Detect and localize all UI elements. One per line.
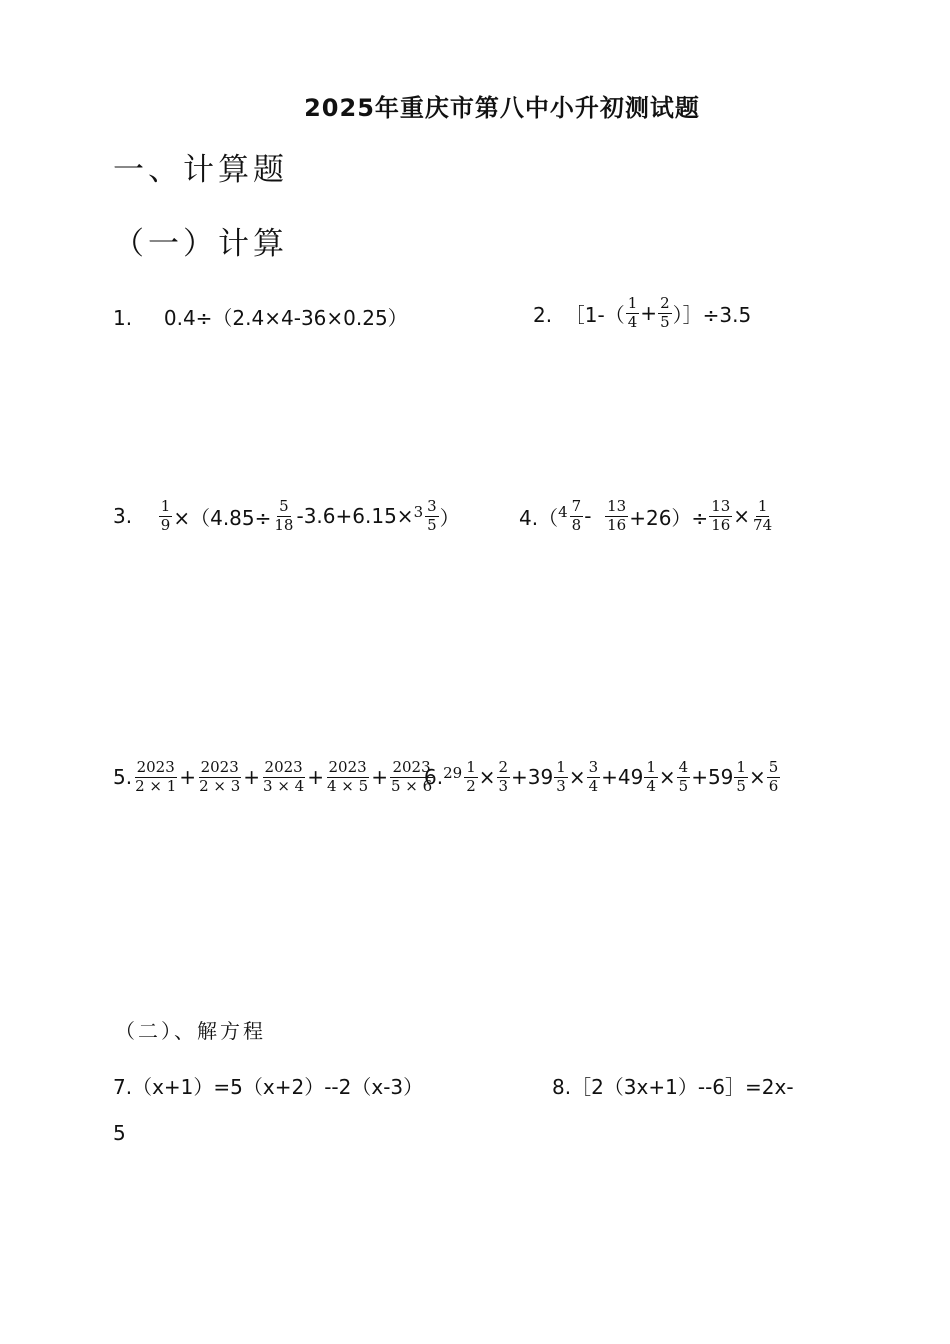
problem-4-text: × <box>733 504 751 528</box>
fraction: $\frac{1}{74}$ <box>753 496 773 534</box>
fraction: $\frac{2}{3}$ <box>498 757 509 795</box>
fraction: $\frac{2023}{4 \times 5}$ <box>327 757 369 795</box>
fraction: $\frac{3}{4}$ <box>588 757 599 795</box>
fraction: $\frac{2023}{5 \times 6}$ <box>390 757 433 795</box>
problem-7-text: 7.（x+1）=5（x+2）--2（x-3） <box>113 1075 424 1099</box>
plus-sign: + <box>307 765 324 789</box>
fraction: $\frac{7}{8}$ <box>571 496 582 534</box>
plus-sign: + <box>179 765 197 789</box>
problem-8-continuation-text: 5 <box>113 1121 126 1145</box>
problem-6-text: +49 <box>601 765 644 789</box>
fraction: $\frac{2}{5}$ <box>660 293 670 331</box>
mixed-number-whole: 4 <box>558 503 568 521</box>
fraction: $\frac{13}{16}$ <box>607 496 627 534</box>
fraction: $\frac{1}{4}$ <box>627 293 638 331</box>
problem-1-text: 1. 0.4÷（2.4×4-36×0.25） <box>113 306 408 330</box>
fraction: $\frac{13}{16}$ <box>711 496 731 534</box>
fraction: $\frac{1}{2}$ <box>466 757 476 795</box>
section-heading-calculation: 一、计算题 <box>113 152 288 188</box>
problem-3-text: -3.6+6.15× <box>296 504 414 528</box>
problem-8 <box>552 1071 794 1100</box>
times-sign: × <box>478 765 496 789</box>
problem-1 <box>113 302 408 331</box>
fraction: $\frac{2023}{3 \times 4}$ <box>263 757 305 795</box>
fraction: $\frac{4}{5}$ <box>678 757 689 795</box>
fraction: $\frac{1}{4}$ <box>646 757 656 795</box>
fraction: $\frac{1}{9}$ <box>160 496 171 534</box>
fraction: $\frac{1}{5}$ <box>736 757 746 795</box>
problem-5 <box>113 755 435 799</box>
fraction: $\frac{5}{18}$ <box>274 496 294 534</box>
page-title: 2025年重庆市第八中小升初测试题 <box>304 94 700 122</box>
problem-4-text: +26）÷ <box>629 505 709 530</box>
mixed-number-whole: 3 <box>413 503 424 521</box>
plus-sign: + <box>371 765 388 789</box>
problem-5-label: 5. <box>113 765 133 789</box>
problem-8-continuation <box>113 1121 126 1145</box>
problem-2-prefix: 2. ［1-（ <box>533 302 625 327</box>
times-sign: × <box>568 765 586 789</box>
plus-sign: + <box>640 301 658 325</box>
problem-2 <box>533 293 751 333</box>
problem-6-text: +39 <box>511 765 554 789</box>
plus-sign: + <box>243 765 261 789</box>
problem-2-suffix: ）］÷3.5 <box>672 302 752 327</box>
problem-6 <box>424 755 781 799</box>
fraction: $\frac{2023}{2 \times 1}$ <box>135 757 177 795</box>
problem-4 <box>519 496 775 536</box>
subsection-heading-equations: （二）、解方程 <box>115 1019 266 1043</box>
problem-4-text: - <box>584 504 605 528</box>
fraction: $\frac{1}{3}$ <box>556 757 566 795</box>
problem-3-label: 3. <box>113 504 145 528</box>
problem-4-label: 4.（ <box>519 505 559 530</box>
problem-8-text: 8.［2（3x+1）--6］=2x- <box>552 1075 794 1099</box>
problem-3-text: ） <box>439 505 460 530</box>
problem-3 <box>113 496 460 536</box>
times-sign: × <box>748 765 766 789</box>
problem-7 <box>113 1071 423 1100</box>
subsection-heading-compute: （一）计算 <box>113 226 288 262</box>
times-sign: × <box>658 765 676 789</box>
fraction: $\frac{5}{6}$ <box>768 757 779 795</box>
problem-6-label: 6. <box>424 765 444 789</box>
problem-6-text: +59 <box>691 765 734 789</box>
fraction: $\frac{2023}{2 \times 3}$ <box>199 757 241 795</box>
problem-3-text: ×（4.85÷ <box>173 505 272 530</box>
mixed-number-whole: 29 <box>443 764 463 782</box>
fraction: $\frac{3}{5}$ <box>427 496 437 534</box>
